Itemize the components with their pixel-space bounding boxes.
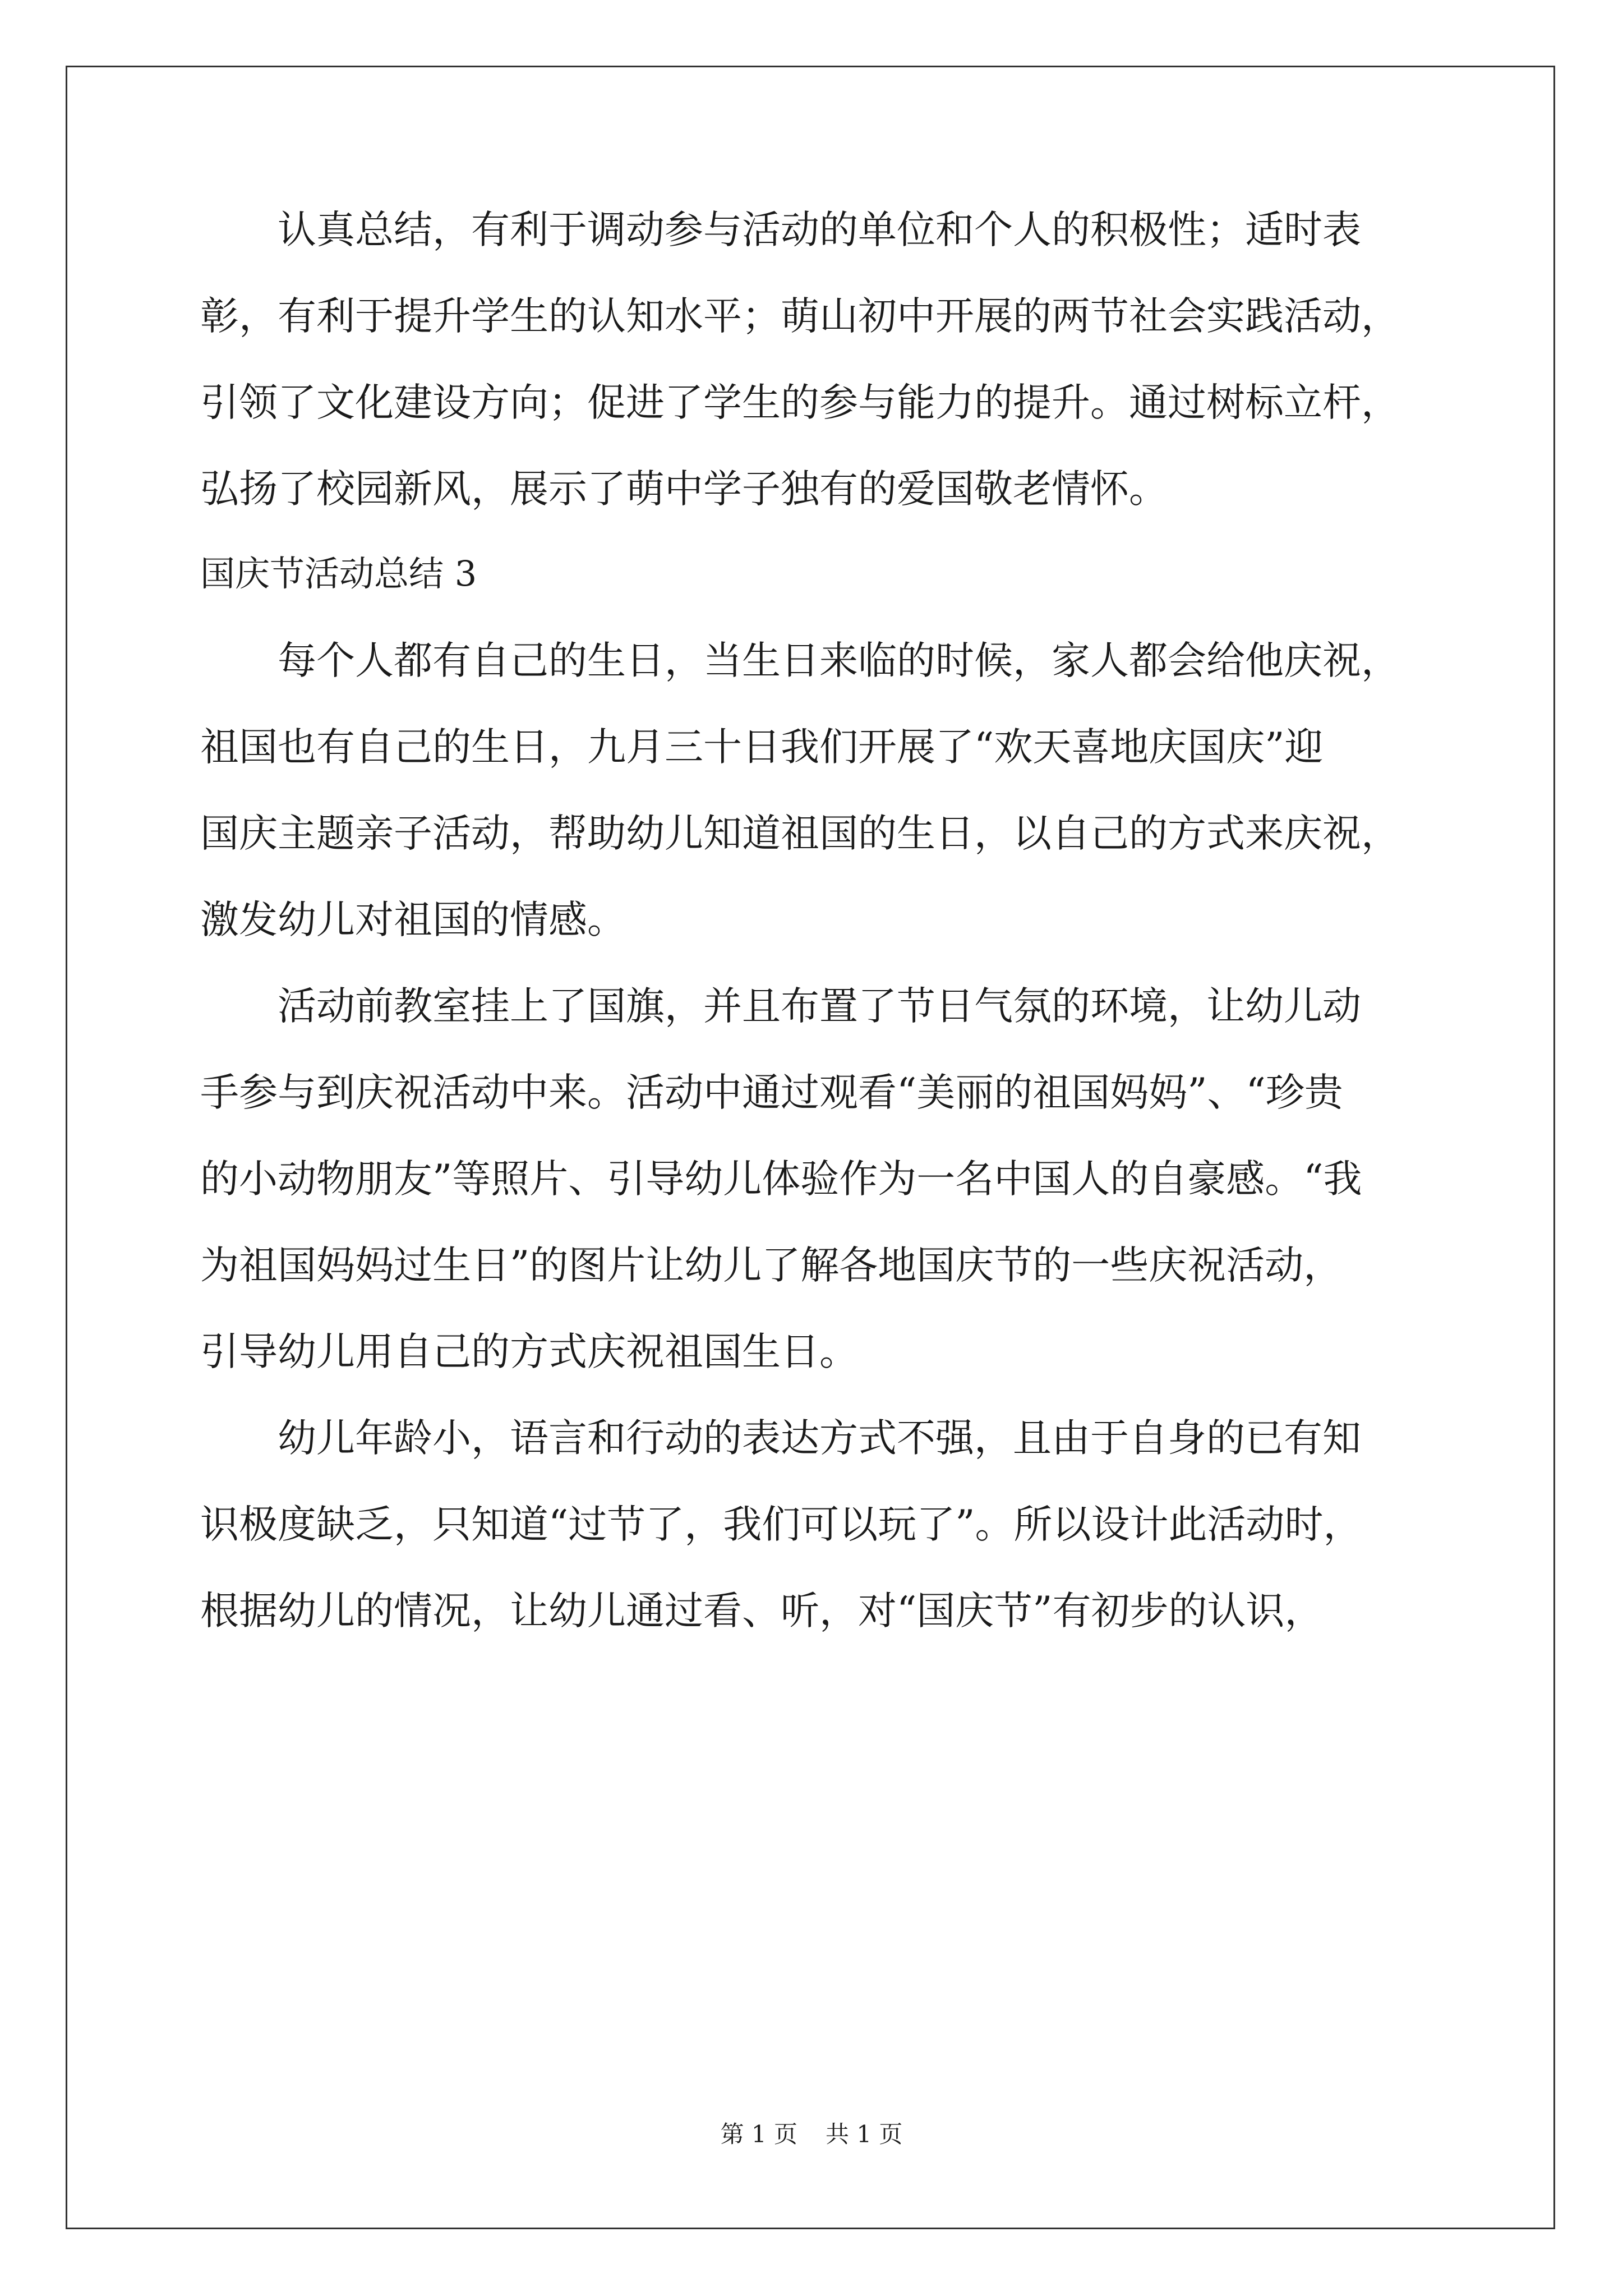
paragraph-line: 祖国也有自己的生日，九月三十日我们开展了“欢天喜地庆国庆”迎 — [200, 725, 1324, 770]
paragraph-line: 识极度缺乏，只知道“过节了，我们可以玩了”。所以设计此活动时， — [200, 1502, 1362, 1547]
paragraph-line: 活动前教室挂上了国旗，并且布置了节日气氛的环境，让幼儿动 — [200, 984, 1361, 1029]
page-total: 共 1 页 — [826, 2120, 903, 2148]
paragraph-line: 引导幼儿用自己的方式庆祝祖国生日。 — [200, 1329, 858, 1374]
paragraph-line: 引领了文化建设方向；促进了学生的参与能力的提升。通过树标立杆， — [200, 380, 1400, 425]
paragraph-line: 弘扬了校园新风，展示了萌中学子独有的爱国敬老情怀。 — [200, 467, 1168, 512]
page-number: 第 1 页 — [720, 2120, 797, 2148]
paragraph-line: 每个人都有自己的生日，当生日来临的时候，家人都会给他庆祝， — [200, 638, 1400, 683]
paragraph-line: 彰，有利于提升学生的认知水平；萌山初中开展的两节社会实践活动， — [200, 294, 1400, 339]
section-heading: 国庆节活动总结 3 — [200, 553, 477, 594]
paragraph-line: 的小动物朋友”等照片、引导幼儿体验作为一名中国人的自豪感。“我 — [200, 1157, 1362, 1202]
paragraph-line: 国庆主题亲子活动，帮助幼儿知道祖国的生日，以自己的方式来庆祝， — [200, 811, 1400, 856]
paragraph-line: 幼儿年龄小，语言和行动的表达方式不强，且由于自身的已有知 — [200, 1416, 1361, 1461]
paragraph-line: 认真总结，有利于调动参与活动的单位和个人的积极性；适时表 — [200, 208, 1361, 252]
paragraph-line: 激发幼儿对祖国的情感。 — [200, 898, 626, 942]
page-footer — [0, 2118, 1623, 2151]
paragraph-line: 根据幼儿的情况，让幼儿通过看、听，对“国庆节”有初步的认识， — [200, 1589, 1324, 1634]
paragraph-line: 手参与到庆祝活动中来。活动中通过观看“美丽的祖国妈妈”、“珍贵 — [200, 1070, 1343, 1115]
paragraph-line: 为祖国妈妈过生日”的图片让幼儿了解各地国庆节的一些庆祝活动， — [200, 1243, 1343, 1288]
